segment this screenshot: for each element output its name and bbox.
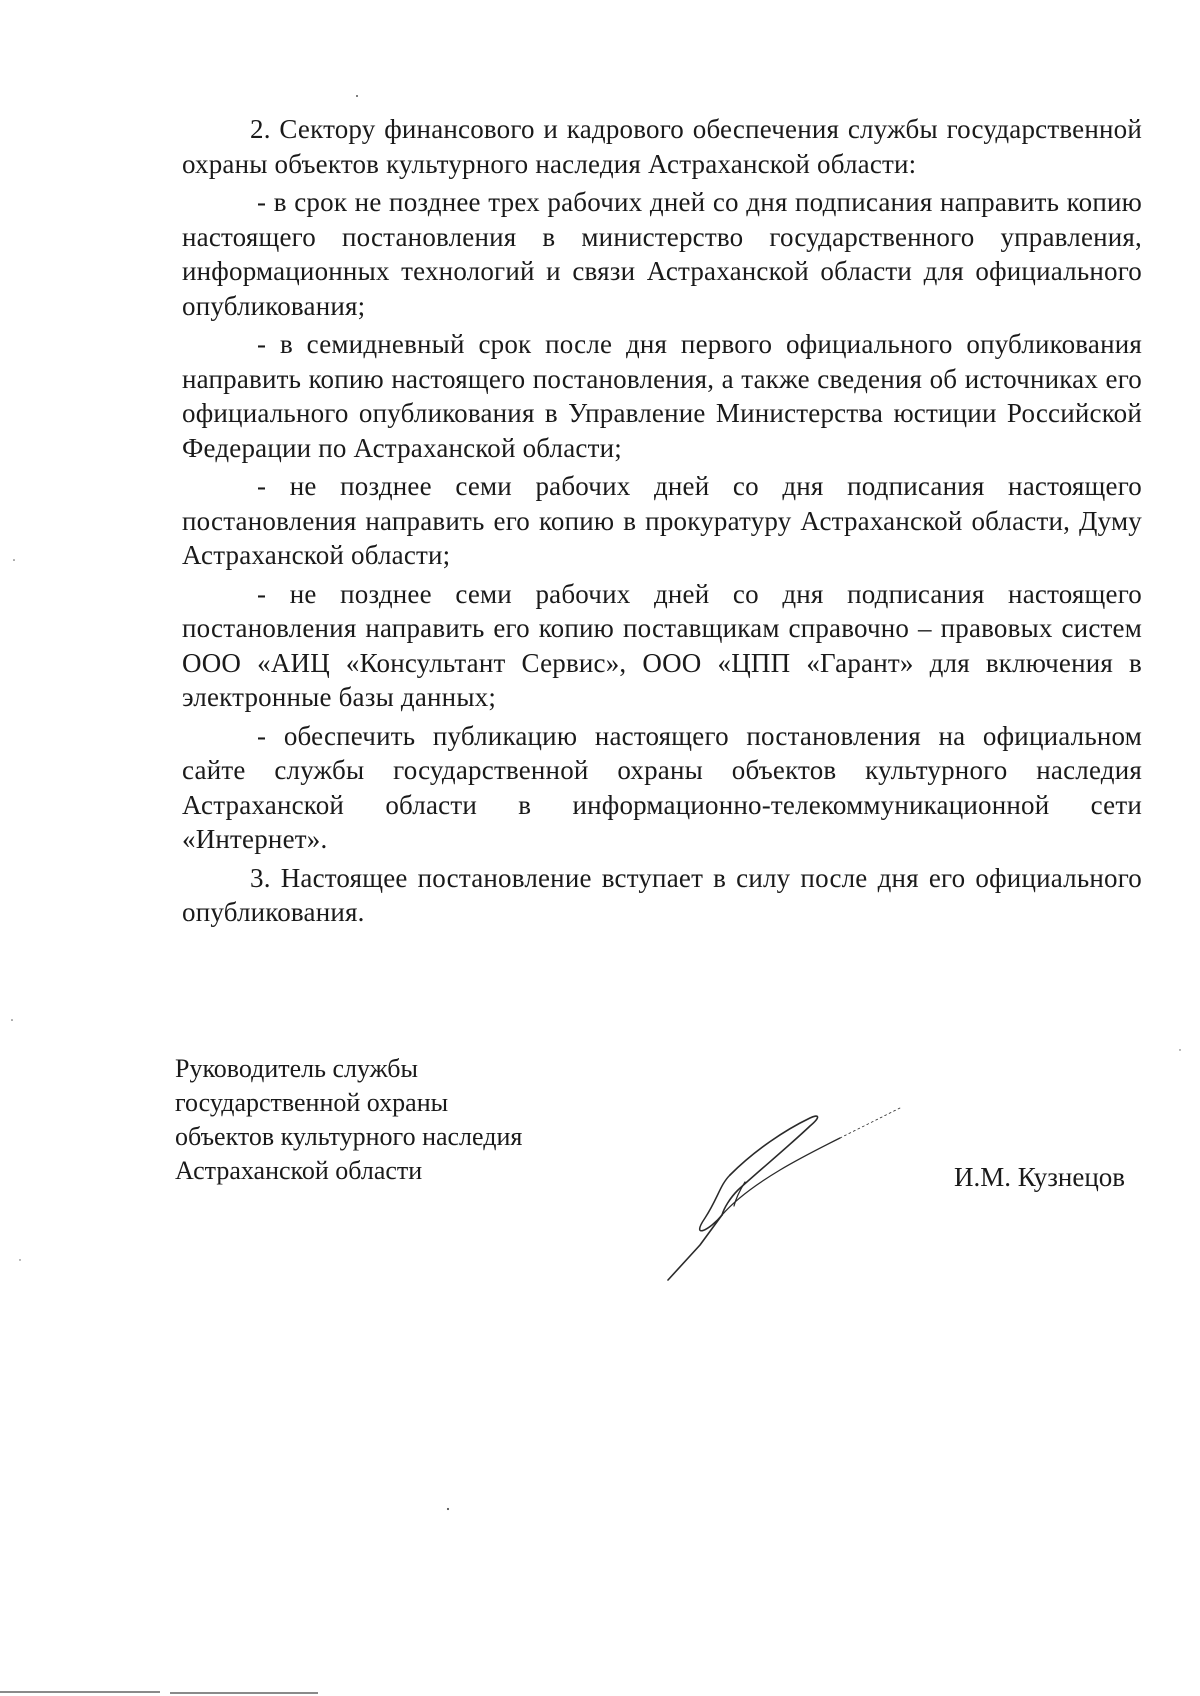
handwritten-signature <box>660 1090 930 1290</box>
signatory-title <box>175 1052 522 1188</box>
signatory-title-line: государственной охраны <box>175 1088 449 1117</box>
paragraph-section-3: 3. Настоящее постановление вступает в силу после дня его официального опубликования. <box>182 862 1142 927</box>
signatory-title-line: Астраханской области <box>175 1156 423 1185</box>
paragraph-section-2: 2. Сектору финансового и кадрового обеспечения службы государственной охраны объектов культурного наследия Астраханской области: <box>182 114 1142 179</box>
document-body <box>182 112 1142 934</box>
paragraph-item-publication-ministry: - в срок не позднее трех рабочих дней со дня подписания направить копию настоящего постановления в министерство государственного управления, информационных технологий и связи Астраханской области для официального опубликования; <box>182 187 1142 321</box>
paragraph-item-prosecutor: - не позднее семи рабочих дней со дня подписания настоящего постановления направить его копию в прокуратуру Астраханской области, Думу Астраханской области; <box>182 471 1142 570</box>
paragraph-item-legal-systems: - не позднее семи рабочих дней со дня подписания настоящего постановления направить его копию поставщикам справочно – правовых систем ООО «АИЦ «Консультант Сервис», ООО «ЦПП «Гарант» для включения в электронные базы данных; <box>182 578 1142 712</box>
paragraph-item-justice-ministry: - в семидневный срок после дня первого официального опубликования направить копию настоящего постановления, а также сведения об источниках его официального опубликования в Управление Министерства юстиции Российской Федерации по Астраханской области; <box>182 329 1142 463</box>
signatory-name: И.М. Кузнецов <box>954 1162 1126 1192</box>
paragraph-item-website: - обеспечить публикацию настоящего постановления на официальном сайте службы государственной охраны объектов культурного наследия Астраханской области в информационно-телекоммуникационной сети «Интернет». <box>182 720 1142 854</box>
signatory-title-line: Руководитель службы <box>175 1054 418 1083</box>
signatory-title-line: объектов культурного наследия <box>175 1122 523 1151</box>
